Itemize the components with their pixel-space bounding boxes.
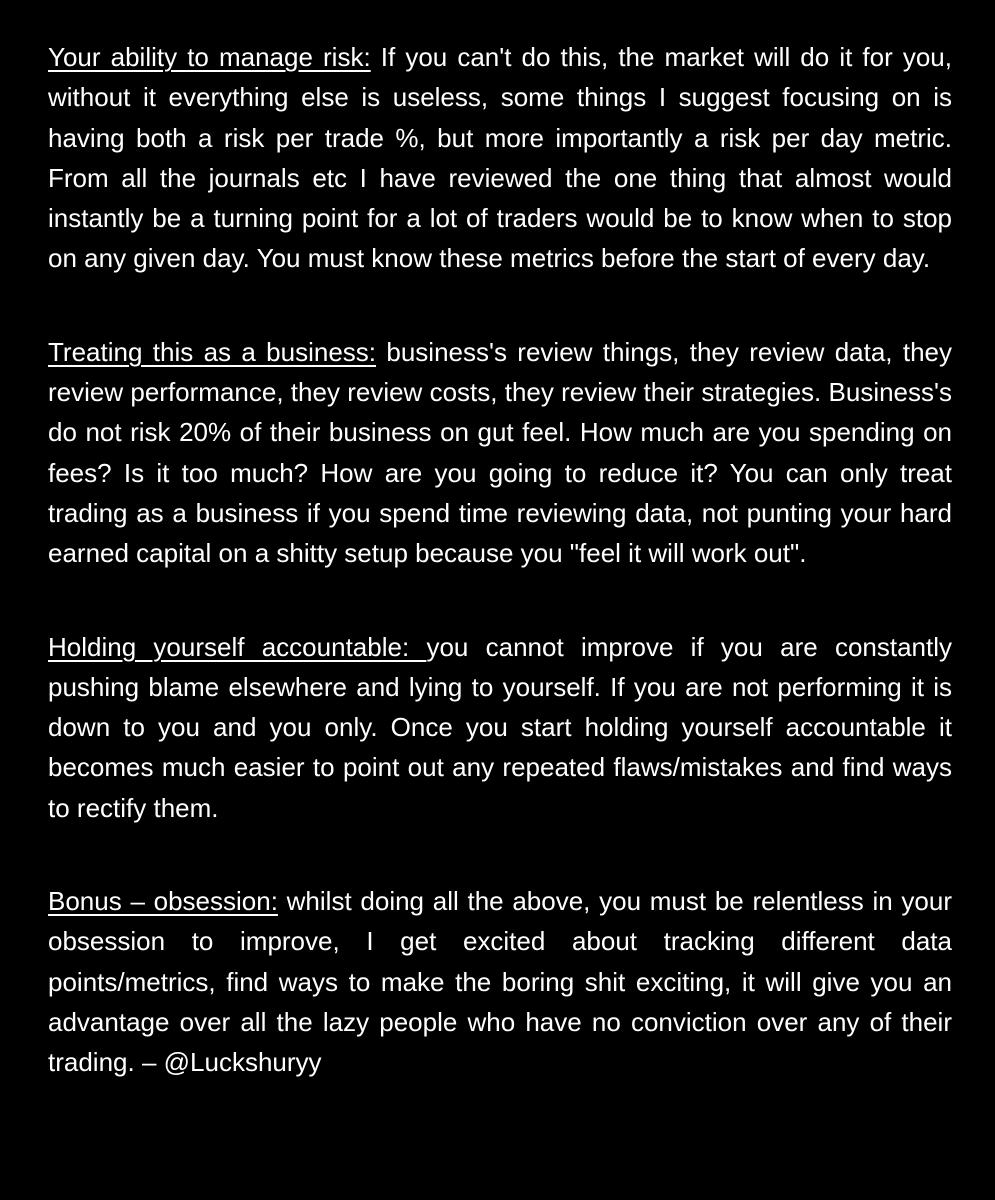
paragraph-heading: Holding yourself accountable: xyxy=(48,631,427,662)
paragraph-text: If you can't do this, the market will do it for you, without it everything else is useless, some things I suggest focusing on is having both a risk per trade %, but more importantly a risk per day metric. From all the journals etc I have reviewed the one thing that almost would instantly be a turning point for a lot of traders would be to know when to stop on any given day. You must know these metrics before the start of every day. xyxy=(48,42,952,274)
paragraph-text: whilst doing all the above, you must be relentless in your obsession to improve, I get excited about tracking different data points/metrics, find ways to make the boring shit exciting, it will give you an advantage over all the lazy people who have no conviction over any of their trading. – @Luckshuryy xyxy=(48,886,952,1078)
paragraph-heading: Treating this as a business: xyxy=(48,336,377,367)
paragraph-text: business's review things, they review data, they review performance, they review costs, they review their strategies. Business's do not risk 20% of their business on gut feel. How much are you spending on fees? Is it too much? How are you going to reduce it? You can only treat trading as a business if you spend time reviewing data, not punting your hard earned capital on a shitty setup because you "feel it will work out". xyxy=(48,336,953,569)
paragraph-heading: Bonus – obsession: xyxy=(48,886,278,917)
paragraph-heading: Your ability to manage risk: xyxy=(48,42,371,72)
paragraph-manage-risk xyxy=(48,37,952,279)
paragraph-obsession xyxy=(48,881,952,1082)
paragraph-accountable xyxy=(48,627,952,828)
document-body xyxy=(48,37,952,1083)
paragraph-business xyxy=(48,332,952,574)
paragraph-text: you cannot improve if you are constantly pushing blame elsewhere and lying to yourself. If you are not performing it is down to you and you only. Once you start holding yourself accountable it becomes much easier to point out any repeated flaws/mistakes and find ways to rectify them. xyxy=(48,631,953,823)
